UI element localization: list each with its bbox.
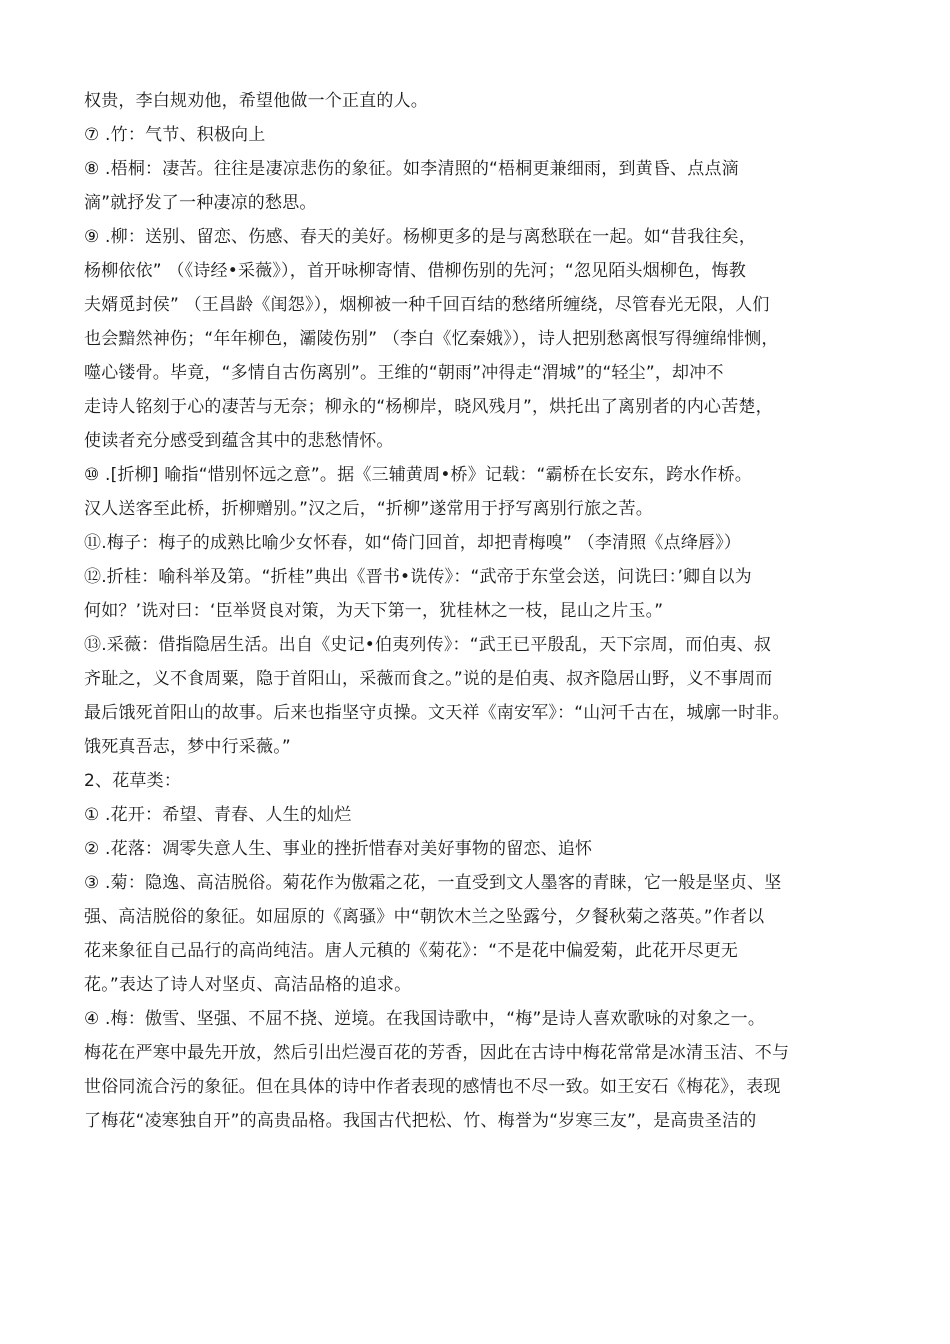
paragraph [84, 798, 884, 832]
text-line: 了梅花“凌寒独自开”的高贵品格。我国古代把松、竹、梅誉为“岁寒三友”，是高贵圣洁的 [84, 1111, 757, 1131]
text-line: ⑫.折桂：喻科举及第。“折桂”典出《晋书•诜传》：“武帝于东堂会送，问诜曰：’卿自以为 [84, 567, 752, 587]
text-line: ⑨ .柳：送别、留恋、伤感、春天的美好。杨柳更多的是与离愁联在一起。如“昔我往矣， [84, 227, 757, 247]
paragraph [84, 84, 884, 118]
text-line: 使读者充分感受到蕴含其中的悲愁情怀。 [84, 431, 394, 451]
text-line: 权贵，李白规劝他，希望他做一个正直的人。 [84, 91, 428, 111]
paragraph [84, 526, 884, 560]
text-line: 花来象征自己品行的高尚纯洁。唐人元稹的《菊花》：“不是花中偏爱菊，此花开尽更无 [84, 941, 739, 961]
paragraph [84, 832, 884, 866]
text-line: ① .花开：希望、青春、人生的灿烂 [84, 805, 352, 825]
text-line: 饿死真吾志，梦中行采薇。” [84, 737, 291, 757]
text-line: ② .花落：凋零失意人生、事业的挫折惜春对美好事物的留恋、追怀 [84, 839, 593, 859]
paragraph [84, 118, 884, 152]
paragraph [84, 866, 884, 1002]
text-line: 世俗同流合污的象征。但在具体的诗中作者表现的感情也不尽一致。如王安石《梅花》，表现 [84, 1077, 781, 1097]
document-page [84, 84, 884, 1138]
text-line: ⑧ .梧桐：凄苦。往往是凄凉悲伤的象征。如李清照的“梧桐更兼细雨，到黄昏、点点滴 [84, 159, 739, 179]
text-line: 何如？’诜对曰：‘臣举贤良对策，为天下第一，犹桂林之一枝，昆山之片玉。” [84, 601, 664, 621]
text-line: 走诗人铭刻于心的凄苦与无奈；柳永的“杨柳岸，晓风残月”，烘托出了离别者的内心苦楚， [84, 397, 773, 417]
text-line: 强、高洁脱俗的象征。如屈原的《离骚》中“朝饮木兰之坠露兮，夕餐秋菊之落英。”作者以 [84, 907, 765, 927]
text-line: ④ .梅：傲雪、坚强、不屈不挠、逆境。在我国诗歌中，“梅”是诗人喜欢歌咏的对象之一。 [84, 1009, 766, 1029]
paragraph [84, 220, 884, 458]
text-line: 梅花在严寒中最先开放，然后引出烂漫百花的芳香，因此在古诗中梅花常常是冰清玉洁、不与 [84, 1043, 790, 1063]
text-line: 也会黯然神伤；“年年柳色，灞陵伤别” （李白《忆秦娥》），诗人把别愁离恨写得缠绵悱恻， [84, 329, 779, 349]
text-line: ⑬.采薇：借指隐居生活。出自《史记•伯夷列传》：“武王已平殷乱，天下宗周，而伯夷、叔 [84, 635, 772, 655]
section-heading [84, 764, 884, 798]
text-line: 夫婿觅封侯” （王昌龄《闺怨》），烟柳被一种千回百结的愁绪所缠绕，尽管春光无限，人们 [84, 295, 770, 315]
text-line: 滴”就抒发了一种凄凉的愁思。 [84, 193, 317, 213]
text-line: 2、花草类： [84, 771, 182, 791]
text-line: ⑦ .竹：气节、积极向上 [84, 125, 266, 145]
text-line: ⑩ .[折柳] 喻指“惜别怀远之意”。据《三辅黄周•桥》记载：“霸桥在长安东，跨水作桥。 [84, 465, 752, 485]
text-line: 噬心镂骨。毕竟，“多情自古伤离别”。王维的“朝雨”冲得走“渭城”的“轻尘”，却冲不 [84, 363, 724, 383]
paragraph [84, 152, 884, 220]
paragraph [84, 1002, 884, 1138]
text-line: ③ .菊：隐逸、高洁脱俗。菊花作为傲霜之花，一直受到文人墨客的青睐，它一般是坚贞、坚 [84, 873, 782, 893]
text-line: 齐耻之，义不食周粟，隐于首阳山，采薇而食之。”说的是伯夷、叔齐隐居山野，义不事周而 [84, 669, 773, 689]
paragraph [84, 628, 884, 764]
text-line: 杨柳依依” （《诗经•采薇》），首开咏柳寄情、借柳伤别的先河；“忽见陌头烟柳色，悔教 [84, 261, 746, 281]
paragraph [84, 560, 884, 628]
text-line: 最后饿死首阳山的故事。后来也指坚守贞操。文天祥《南安军》：“山河千古在，城廓一时非。 [84, 703, 790, 723]
text-line: 花。”表达了诗人对坚贞、高洁品格的追求。 [84, 975, 412, 995]
text-line: ⑪.梅子：梅子的成熟比喻少女怀春，如“倚门回首，却把青梅嗅” （李清照《点绛唇》） [84, 533, 742, 553]
text-line: 汉人送客至此桥，折柳赠别。”汉之后，“折柳”遂常用于抒写离别行旅之苦。 [84, 499, 653, 519]
paragraph [84, 458, 884, 526]
